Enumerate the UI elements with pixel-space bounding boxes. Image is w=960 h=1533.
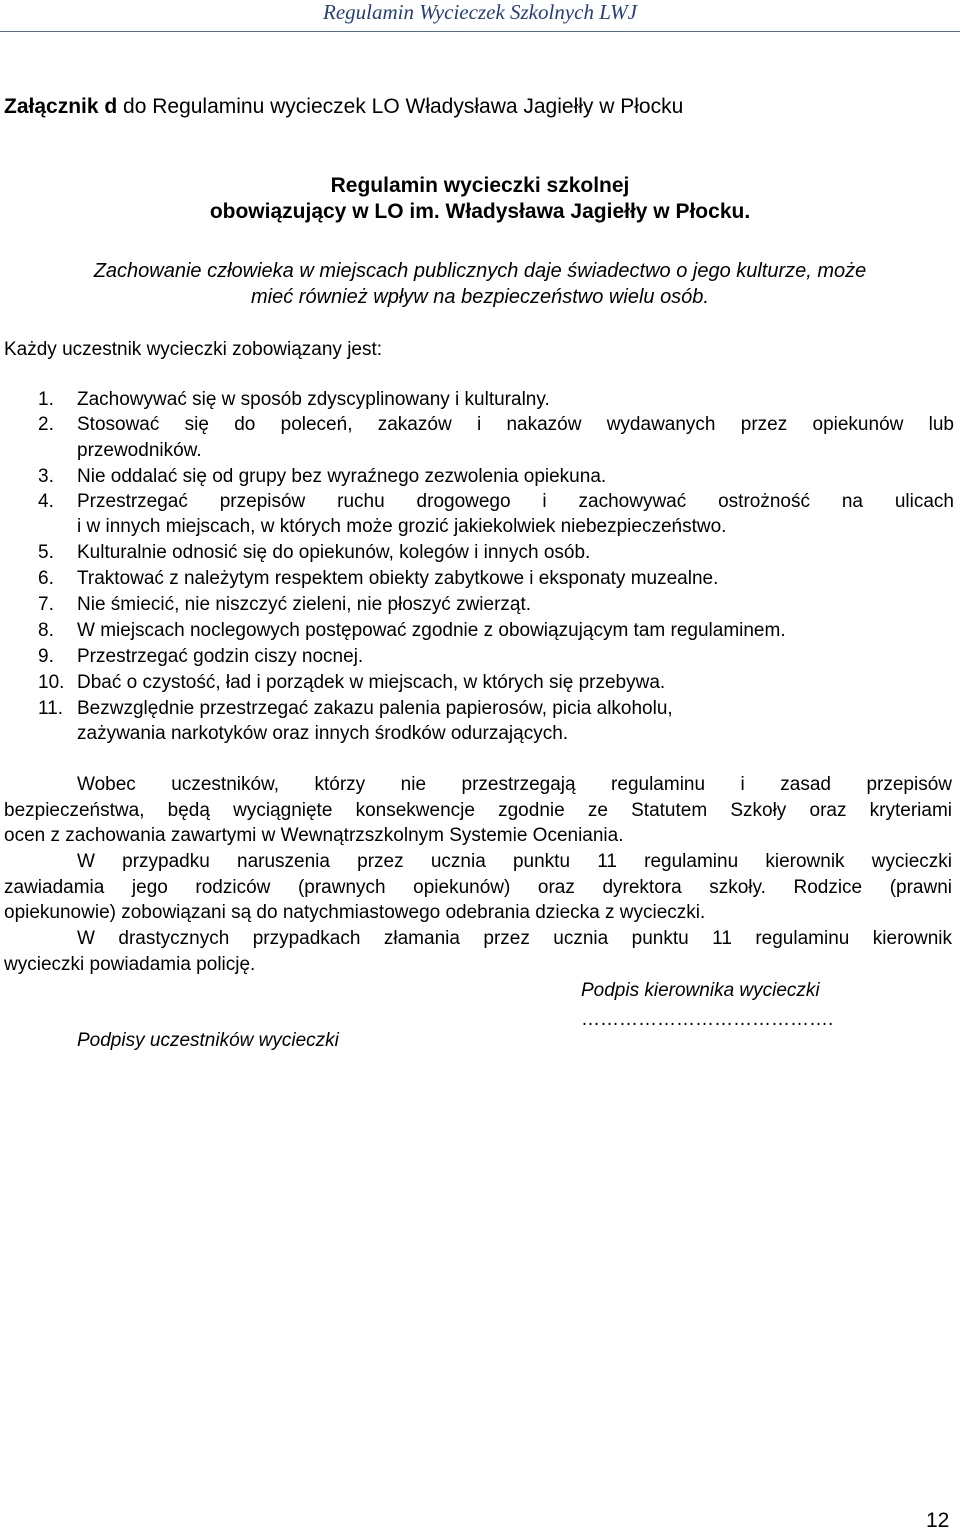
leader-signature-line: …………………………………. (581, 1009, 834, 1030)
paragraph-3-line-1: W drastycznych przypadkach złamania przez ucznia punktu 11 regulaminu kierownik (77, 928, 952, 949)
rule-text-continued: przewodników. (77, 440, 202, 461)
rule-number: 11. (38, 698, 64, 719)
running-header: Regulamin Wycieczek Szkolnych LWJ (323, 0, 637, 24)
document-title-line-2: obowiązujący w LO im. Władysława Jagiełły w Płocku. (209, 200, 751, 223)
paragraph-1-line-2: bezpieczeństwa, będą wyciągnięte konsekwencje zgodnie ze Statutem Szkoły oraz kryteriami (4, 800, 952, 821)
rule-text: Nie oddalać się od grupy bez wyraźnego zezwolenia opiekuna. (77, 466, 607, 487)
duty-statement: Każdy uczestnik wycieczki zobowiązany jest: (4, 339, 383, 360)
rule-text: Stosować się do poleceń, zakazów i nakazów wydawanych przez opiekunów lub (77, 414, 954, 435)
rule-text: Przestrzegać przepisów ruchu drogowego i zachowywać ostrożność na ulicach (77, 491, 954, 512)
rule-number: 4. (38, 491, 54, 512)
attachment-heading (4, 94, 683, 120)
rule-number: 10. (38, 672, 65, 693)
paragraph-2-line-2: zawiadamia jego rodziców (prawnych opiekunów) oraz dyrektora szkoły. Rodzice (prawni (4, 877, 952, 898)
rule-number: 7. (38, 594, 54, 615)
header-divider (0, 31, 960, 32)
page-number: 12 (926, 1509, 950, 1532)
rule-text: Zachowywać się w sposób zdyscyplinowany i kulturalny. (77, 389, 550, 410)
paragraph-2-line-3: opiekunowie) zobowiązani są do natychmiastowego odebrania dziecka z wycieczki. (4, 902, 706, 923)
rule-number: 1. (38, 389, 54, 410)
intro-line-1: Zachowanie człowieka w miejscach publicznych daje świadectwo o jego kulturze, może (93, 260, 867, 282)
rule-number: 5. (38, 542, 54, 563)
paragraph-3-line-2: wycieczki powiadamia policję. (4, 954, 256, 975)
rule-number: 3. (38, 466, 54, 487)
rule-text: Przestrzegać godzin ciszy nocnej. (77, 646, 364, 667)
document-title-line-1: Regulamin wycieczki szkolnej (330, 174, 630, 197)
leader-signature-label: Podpis kierownika wycieczki (581, 980, 820, 1001)
rule-text: W miejscach noclegowych postępować zgodnie z obowiązującym tam regulaminem. (77, 620, 786, 641)
rule-text: Dbać o czystość, ład i porządek w miejscach, w których się przebywa. (77, 672, 666, 693)
rule-number: 8. (38, 620, 54, 641)
paragraph-2-line-1: W przypadku naruszenia przez ucznia punktu 11 regulaminu kierownik wycieczki (77, 851, 952, 872)
rule-text-continued: zażywania narkotyków oraz innych środków odurzających. (77, 723, 569, 744)
rule-number: 9. (38, 646, 54, 667)
paragraph-1-line-1: Wobec uczestników, którzy nie przestrzegają regulaminu i zasad przepisów (77, 774, 952, 795)
intro-line-2: mieć również wpływ na bezpieczeństwo wielu osób. (251, 286, 709, 308)
rule-number: 2. (38, 414, 54, 435)
participants-signature-label: Podpisy uczestników wycieczki (77, 1030, 339, 1051)
paragraph-1-line-3: ocen z zachowania zawartymi w Wewnątrzszkolnym Systemie Oceniania. (4, 825, 624, 846)
rule-text: Nie śmiecić, nie niszczyć zieleni, nie płoszyć zwierząt. (77, 594, 532, 615)
rule-text: Bezwzględnie przestrzegać zakazu palenia papierosów, picia alkoholu, (77, 698, 673, 719)
attachment-description: do Regulaminu wycieczek LO Władysława Jagiełły w Płocku (117, 95, 684, 118)
rule-text-continued: i w innych miejscach, w których może grozić jakiekolwiek niebezpieczeństwo. (77, 516, 727, 537)
attachment-label: Załącznik d (4, 95, 118, 118)
rule-number: 6. (38, 568, 54, 589)
rule-text: Traktować z należytym respektem obiekty zabytkowe i eksponaty muzealne. (77, 568, 719, 589)
rule-text: Kulturalnie odnosić się do opiekunów, kolegów i innych osób. (77, 542, 591, 563)
